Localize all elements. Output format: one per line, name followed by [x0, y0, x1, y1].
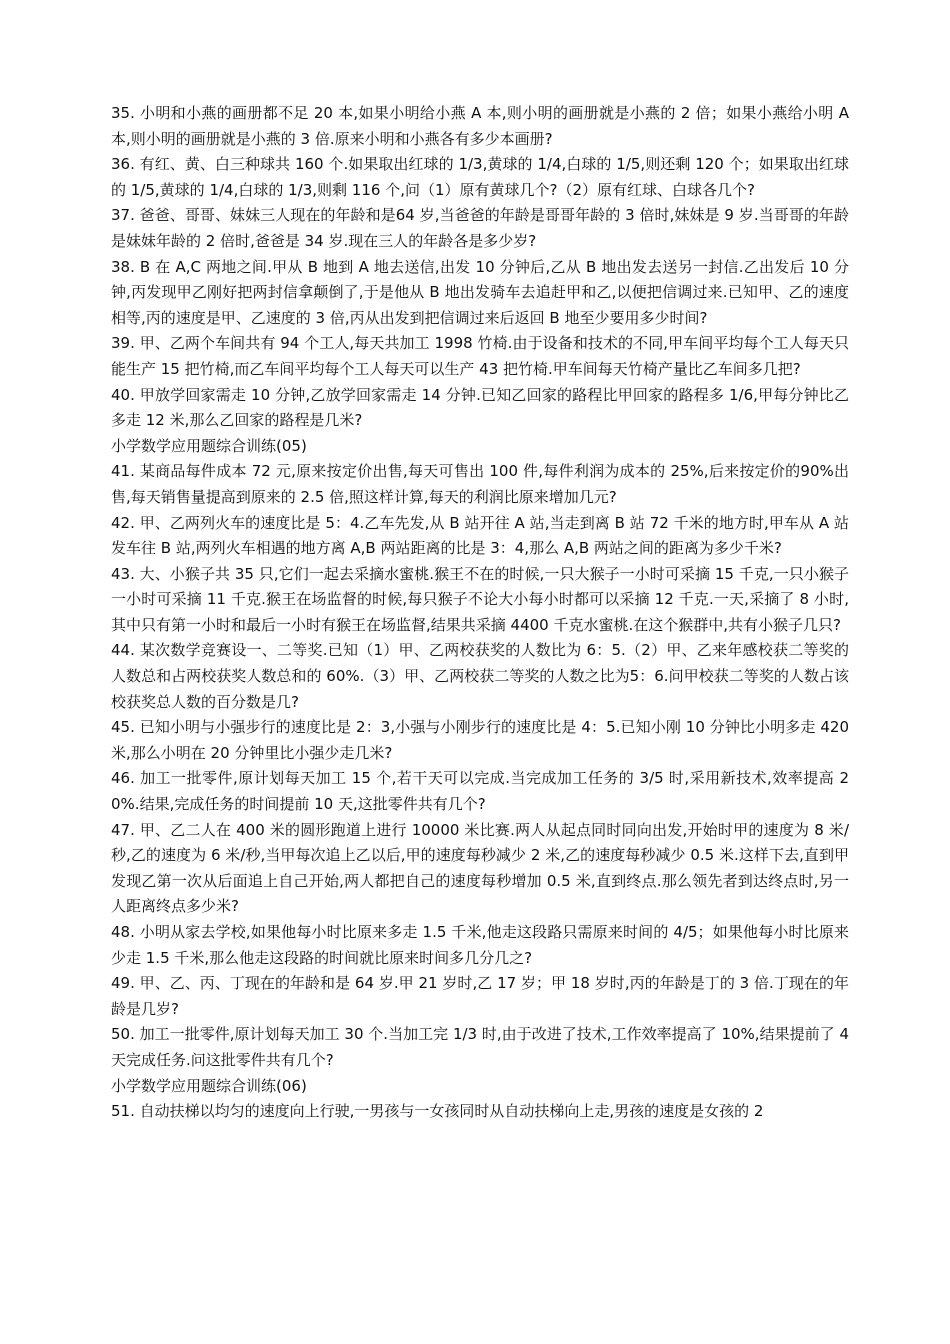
problem-43: 43. 大、小猴子共 35 只,它们一起去采摘水蜜桃.猴王不在的时候,一只大猴子一小时可采摘 15 千克,一只小猴子一小时可采摘 11 千克.猴王在场监督的时候,每只猴子不论大小每小时都可以采摘 12 千克.一天,采摘了 8 小时,其中只有第一小时和最后一小时有猴王在场监督,结果共采摘 4400 千克水蜜桃.在这个猴群中,共有小猴子几只? [111, 564, 849, 634]
document-body [111, 101, 849, 1125]
problem-49: 49. 甲、乙、丙、丁现在的年龄和是 64 岁.甲 21 岁时,乙 17 岁；甲 18 岁时,丙的年龄是丁的 3 倍.丁现在的年龄是几岁? [111, 974, 849, 1018]
problem-41: 41. 某商品每件成本 72 元,原来按定价出售,每天可售出 100 件,每件利润为成本的 25%,后来按定价的90%出售,每天销售量提高到原来的 2.5 倍,照这样计算,每天的利润比原来增加几元? [111, 462, 849, 506]
problem-51: 51. 自动扶梯以均匀的速度向上行驶,一男孩与一女孩同时从自动扶梯向上走,男孩的速度是女孩的 2 [111, 1102, 764, 1121]
problem-42: 42. 甲、乙两列火车的速度比是 5：4.乙车先发,从 B 站开往 A 站,当走到离 B 站 72 千米的地方时,甲车从 A 站发车往 B 站,两列火车相遇的地方离 A,B 两站距离的比是 3：4,那么 A,B 两站之间的距离为多少千米? [111, 513, 849, 558]
problem-40: 40. 甲放学回家需走 10 分钟,乙放学回家需走 14 分钟.已知乙回家的路程比甲回家的路程多 1/6,甲每分钟比乙多走 12 米,那么乙回家的路程是几米? [111, 385, 849, 430]
problem-36: 36. 有红、黄、白三种球共 160 个.如果取出红球的 1/3,黄球的 1/4,白球的 1/5,则还剩 120 个；如果取出红球的 1/5,黄球的 1/4,白球的 1/3,则剩 116 个,问（1）原有黄球几个?（2）原有红球、白球各几个? [111, 155, 849, 199]
problem-48: 48. 小明从家去学校,如果他每小时比原来多走 1.5 千米,他走这段路只需原来时间的 4/5；如果他每小时比原来少走 1.5 千米,那么他走这段路的时间就比原来时间多几分几之? [111, 923, 849, 967]
section-heading-05: 小学数学应用题综合训练(05) [111, 436, 307, 455]
problem-38: 38. B 在 A,C 两地之间.甲从 B 地到 A 地去送信,出发 10 分钟后,乙从 B 地出发去送另一封信.乙出发后 10 分钟,丙发现甲乙刚好把两封信拿颠倒了,于是他从 B 地出发骑车去追赶甲和乙,以便把信调过来.已知甲、乙的速度相等,丙的速度是甲、乙速度的 3 倍,丙从出发到把信调过来后返回 B 地至少要用多少时间? [111, 257, 849, 327]
problem-47: 47. 甲、乙二人在 400 米的圆形跑道上进行 10000 米比赛.两人从起点同时同向出发,开始时甲的速度为 8 米/秒,乙的速度为 6 米/秒,当甲每次追上乙以后,甲的速度每秒减少 2 米,乙的速度每秒减少 0.5 米.这样下去,直到甲发现乙第一次从后面追上自己开始,两人都把自己的速度每秒增加 0.5 米,直到终点.那么领先者到达终点时,另一人距离终点多少米? [111, 820, 849, 916]
problem-46: 46. 加工一批零件,原计划每天加工 15 个,若干天可以完成.当完成加工任务的 3/5 时,采用新技术,效率提高 20%.结果,完成任务的时间提前 10 天,这批零件共有几个? [111, 769, 849, 814]
problem-50: 50. 加工一批零件,原计划每天加工 30 个.当加工完 1/3 时,由于改进了技术,工作效率提高了 10%,结果提前了 4 天完成任务.问这批零件共有几个? [111, 1025, 849, 1069]
problem-44: 44. 某次数学竞赛设一、二等奖.已知（1）甲、乙两校获奖的人数比为 6：5.（2）甲、乙来年感校获二等奖的人数总和占两校获奖人数总和的 60%.（3）甲、乙两校获二等奖的人数之比为5：6.问甲校获二等奖的人数占该校获奖总人数的百分数是几? [111, 641, 849, 711]
problem-37: 37. 爸爸、哥哥、妹妹三人现在的年龄和是64 岁,当爸爸的年龄是哥哥年龄的 3 倍时,妹妹是 9 岁.当哥哥的年龄是妹妹年龄的 2 倍时,爸爸是 34 岁.现在三人的年龄各是多少岁? [111, 206, 849, 250]
problem-45: 45. 已知小明与小强步行的速度比是 2：3,小强与小刚步行的速度比是 4：5.已知小刚 10 分钟比小明多走 420 米,那么小明在 20 分钟里比小强少走几米? [111, 718, 849, 762]
section-heading-06: 小学数学应用题综合训练(06) [111, 1076, 307, 1095]
problem-39: 39. 甲、乙两个车间共有 94 个工人,每天共加工 1998 竹椅.由于设备和技术的不同,甲车间平均每个工人每天只能生产 15 把竹椅,而乙车间平均每个工人每天可以生产 43 把竹椅.甲车间每天竹椅产量比乙车间多几把? [111, 334, 849, 378]
problem-35: 35. 小明和小燕的画册都不足 20 本,如果小明给小燕 A 本,则小明的画册就是小燕的 2 倍；如果小燕给小明 A 本,则小明的画册就是小燕的 3 倍.原来小明和小燕各有多少本画册? [111, 104, 849, 148]
